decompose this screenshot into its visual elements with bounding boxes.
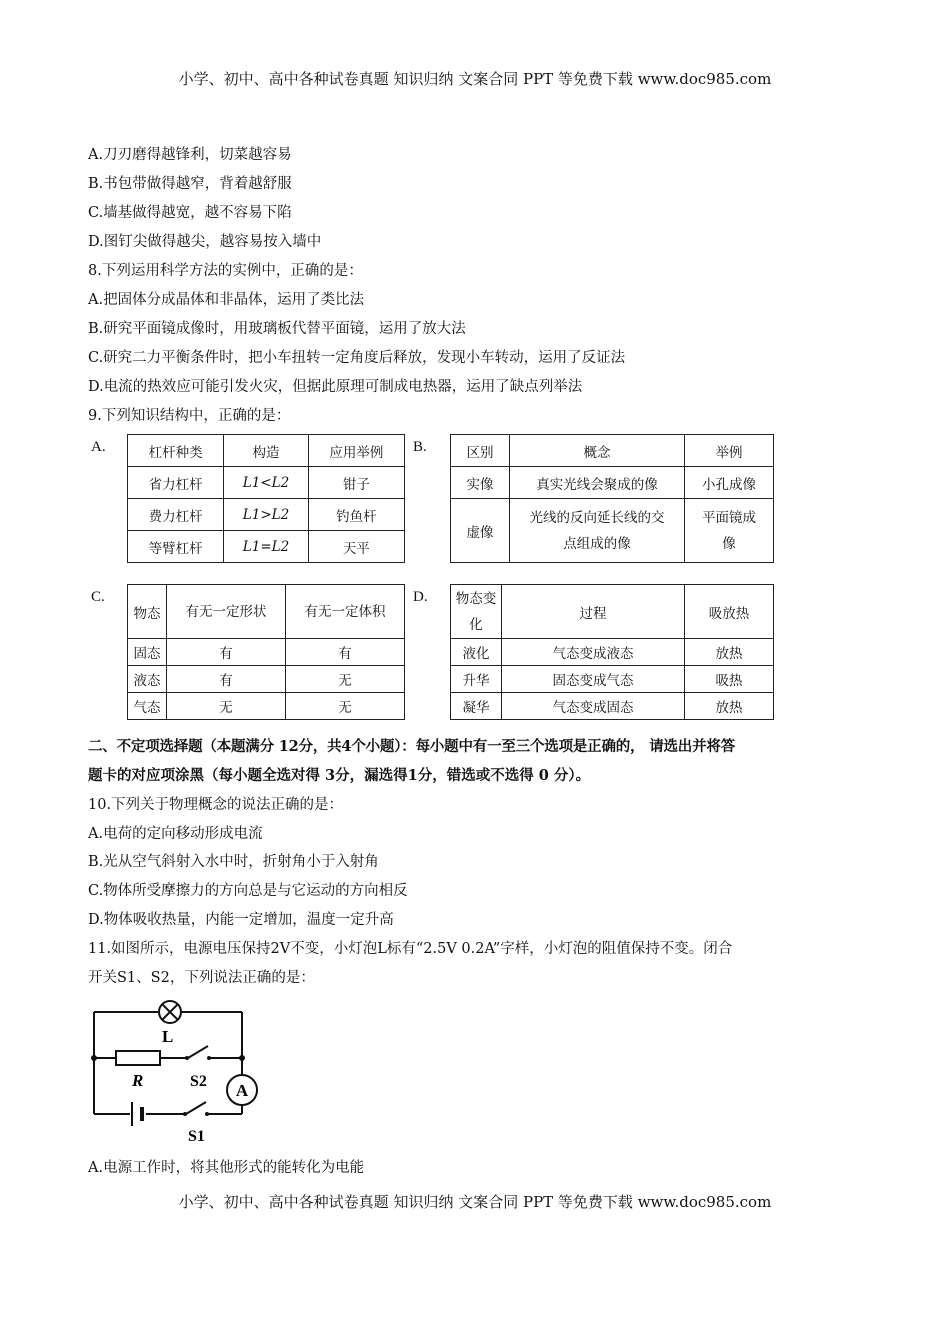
table-cell: 液化	[451, 639, 502, 666]
table-header: 举例	[685, 435, 774, 467]
q8-option-c: C.研究二力平衡条件时，把小车扭转一定角度后释放，发现小车转动，运用了反证法	[88, 350, 626, 366]
table-c-label: C.	[91, 589, 105, 605]
table-cell: 凝华	[451, 693, 502, 720]
table-cell: 实像	[451, 467, 510, 499]
q7-option-b: B.书包带做得越窄，背着越舒服	[88, 176, 292, 192]
resistor-label: R	[132, 1071, 144, 1090]
switch1-label: S1	[188, 1128, 205, 1145]
table-header: 构造	[224, 435, 309, 467]
ammeter-label: A	[235, 1081, 249, 1100]
table-b-label: B.	[413, 439, 427, 455]
table-d-label: D.	[413, 589, 428, 605]
table-cell: 液态	[128, 666, 167, 693]
table-cell: 真实光线会聚成的像	[510, 467, 685, 499]
table-cell: 有	[166, 666, 285, 693]
switch2-label: S2	[190, 1073, 207, 1090]
q10-option-d: D.物体吸收热量，内能一定增加，温度一定升高	[88, 912, 394, 928]
table-cell: 有	[285, 639, 404, 666]
q7-option-d: D.图钉尖做得越尖，越容易按入墙中	[88, 234, 322, 250]
section-2-title: 二、不定项选择题（本题满分 12分，共4个小题）：每小题中有一至三个选项是正确的， 请选出并将答	[88, 738, 736, 755]
table-cell: 放热	[685, 693, 774, 720]
battery-symbol	[132, 1102, 142, 1126]
q10-option-b: B.光从空气斜射入水中时，折射角小于入射角	[88, 854, 379, 870]
table-cell: 吸热	[685, 666, 774, 693]
table-a-label: A.	[91, 439, 106, 455]
table-cell: 有	[166, 639, 285, 666]
q8-option-a: A.把固体分成晶体和非晶体，运用了类比法	[88, 292, 365, 308]
q7-option-a: A.刀刃磨得越锋利，切菜越容易	[88, 147, 292, 163]
q11-stem-cont: 开关S1、S2，下列说法正确的是：	[88, 970, 315, 986]
table-cell: 固态	[128, 639, 167, 666]
table-header: 过程	[502, 585, 685, 639]
table-header: 区别	[451, 435, 510, 467]
table-cell: 无	[166, 693, 285, 720]
table-cell: 平面镜成像	[685, 499, 774, 563]
table-cell: 费力杠杆	[128, 499, 224, 531]
table-cell: 无	[285, 666, 404, 693]
q11-stem: 11.如图所示，电源电压保持2V不变，小灯泡L标有“2.5V 0.2A”字样，小灯泡的阻值保持不变。闭合	[88, 941, 733, 957]
table-cell: 气态变成固态	[502, 693, 685, 720]
q10-option-c: C.物体所受摩擦力的方向总是与它运动的方向相反	[88, 883, 408, 899]
phase-change-table	[450, 584, 774, 720]
page-footer: 小学、初中、高中各种试卷真题 知识归纳 文案合同 PPT 等免费下载 www.doc985.com	[178, 1193, 772, 1211]
table-cell: 无	[285, 693, 404, 720]
q10-option-a: A.电荷的定向移动形成电流	[88, 826, 263, 842]
table-cell: L1=L2	[224, 531, 309, 563]
table-cell: L1>L2	[224, 499, 309, 531]
table-cell: 钓鱼杆	[308, 499, 404, 531]
table-cell: 虚像	[451, 499, 510, 563]
resistor-symbol	[116, 1051, 160, 1065]
table-header: 有无一定体积	[285, 585, 404, 639]
lever-table	[127, 434, 405, 563]
table-cell: 等臂杠杆	[128, 531, 224, 563]
state-table	[127, 584, 405, 720]
section-2-title-cont: 题卡的对应项涂黑（每小题全选对得 3分，漏选得1分，错选或不选得 0 分）。	[88, 767, 591, 784]
table-header: 物态	[128, 585, 167, 639]
table-cell: 小孔成像	[685, 467, 774, 499]
table-cell: 钳子	[308, 467, 404, 499]
table-cell: 固态变成气态	[502, 666, 685, 693]
image-table	[450, 434, 774, 563]
q9-stem: 9.下列知识结构中，正确的是：	[88, 408, 291, 424]
table-cell: 放热	[685, 639, 774, 666]
table-header: 杠杆种类	[128, 435, 224, 467]
table-header: 概念	[510, 435, 685, 467]
table-cell: 气态	[128, 693, 167, 720]
circuit-diagram	[86, 996, 266, 1146]
table-cell: 气态变成液态	[502, 639, 685, 666]
lamp-symbol	[159, 1001, 181, 1023]
q8-option-b: B.研究平面镜成像时，用玻璃板代替平面镜，运用了放大法	[88, 321, 466, 337]
page-header: 小学、初中、高中各种试卷真题 知识归纳 文案合同 PPT 等免费下载 www.doc985.com	[178, 70, 772, 88]
q11-option-a: A.电源工作时，将其他形式的能转化为电能	[88, 1160, 365, 1176]
table-cell: 升华	[451, 666, 502, 693]
q8-stem: 8.下列运用科学方法的实例中，正确的是：	[88, 263, 363, 279]
table-header: 有无一定形状	[166, 585, 285, 639]
table-cell: 省力杠杆	[128, 467, 224, 499]
table-header: 物态变化	[451, 585, 502, 639]
q10-stem: 10.下列关于物理概念的说法正确的是：	[88, 797, 344, 813]
table-cell: 天平	[308, 531, 404, 563]
q7-option-c: C.墙基做得越宽，越不容易下陷	[88, 205, 292, 221]
table-header: 应用举例	[308, 435, 404, 467]
lamp-label: L	[162, 1027, 174, 1046]
q8-option-d: D.电流的热效应可能引发火灾，但据此原理可制成电热器，运用了缺点列举法	[88, 379, 583, 395]
table-cell: L1<L2	[224, 467, 309, 499]
table-cell: 光线的反向延长线的交点组成的像	[510, 499, 685, 563]
table-header: 吸放热	[685, 585, 774, 639]
